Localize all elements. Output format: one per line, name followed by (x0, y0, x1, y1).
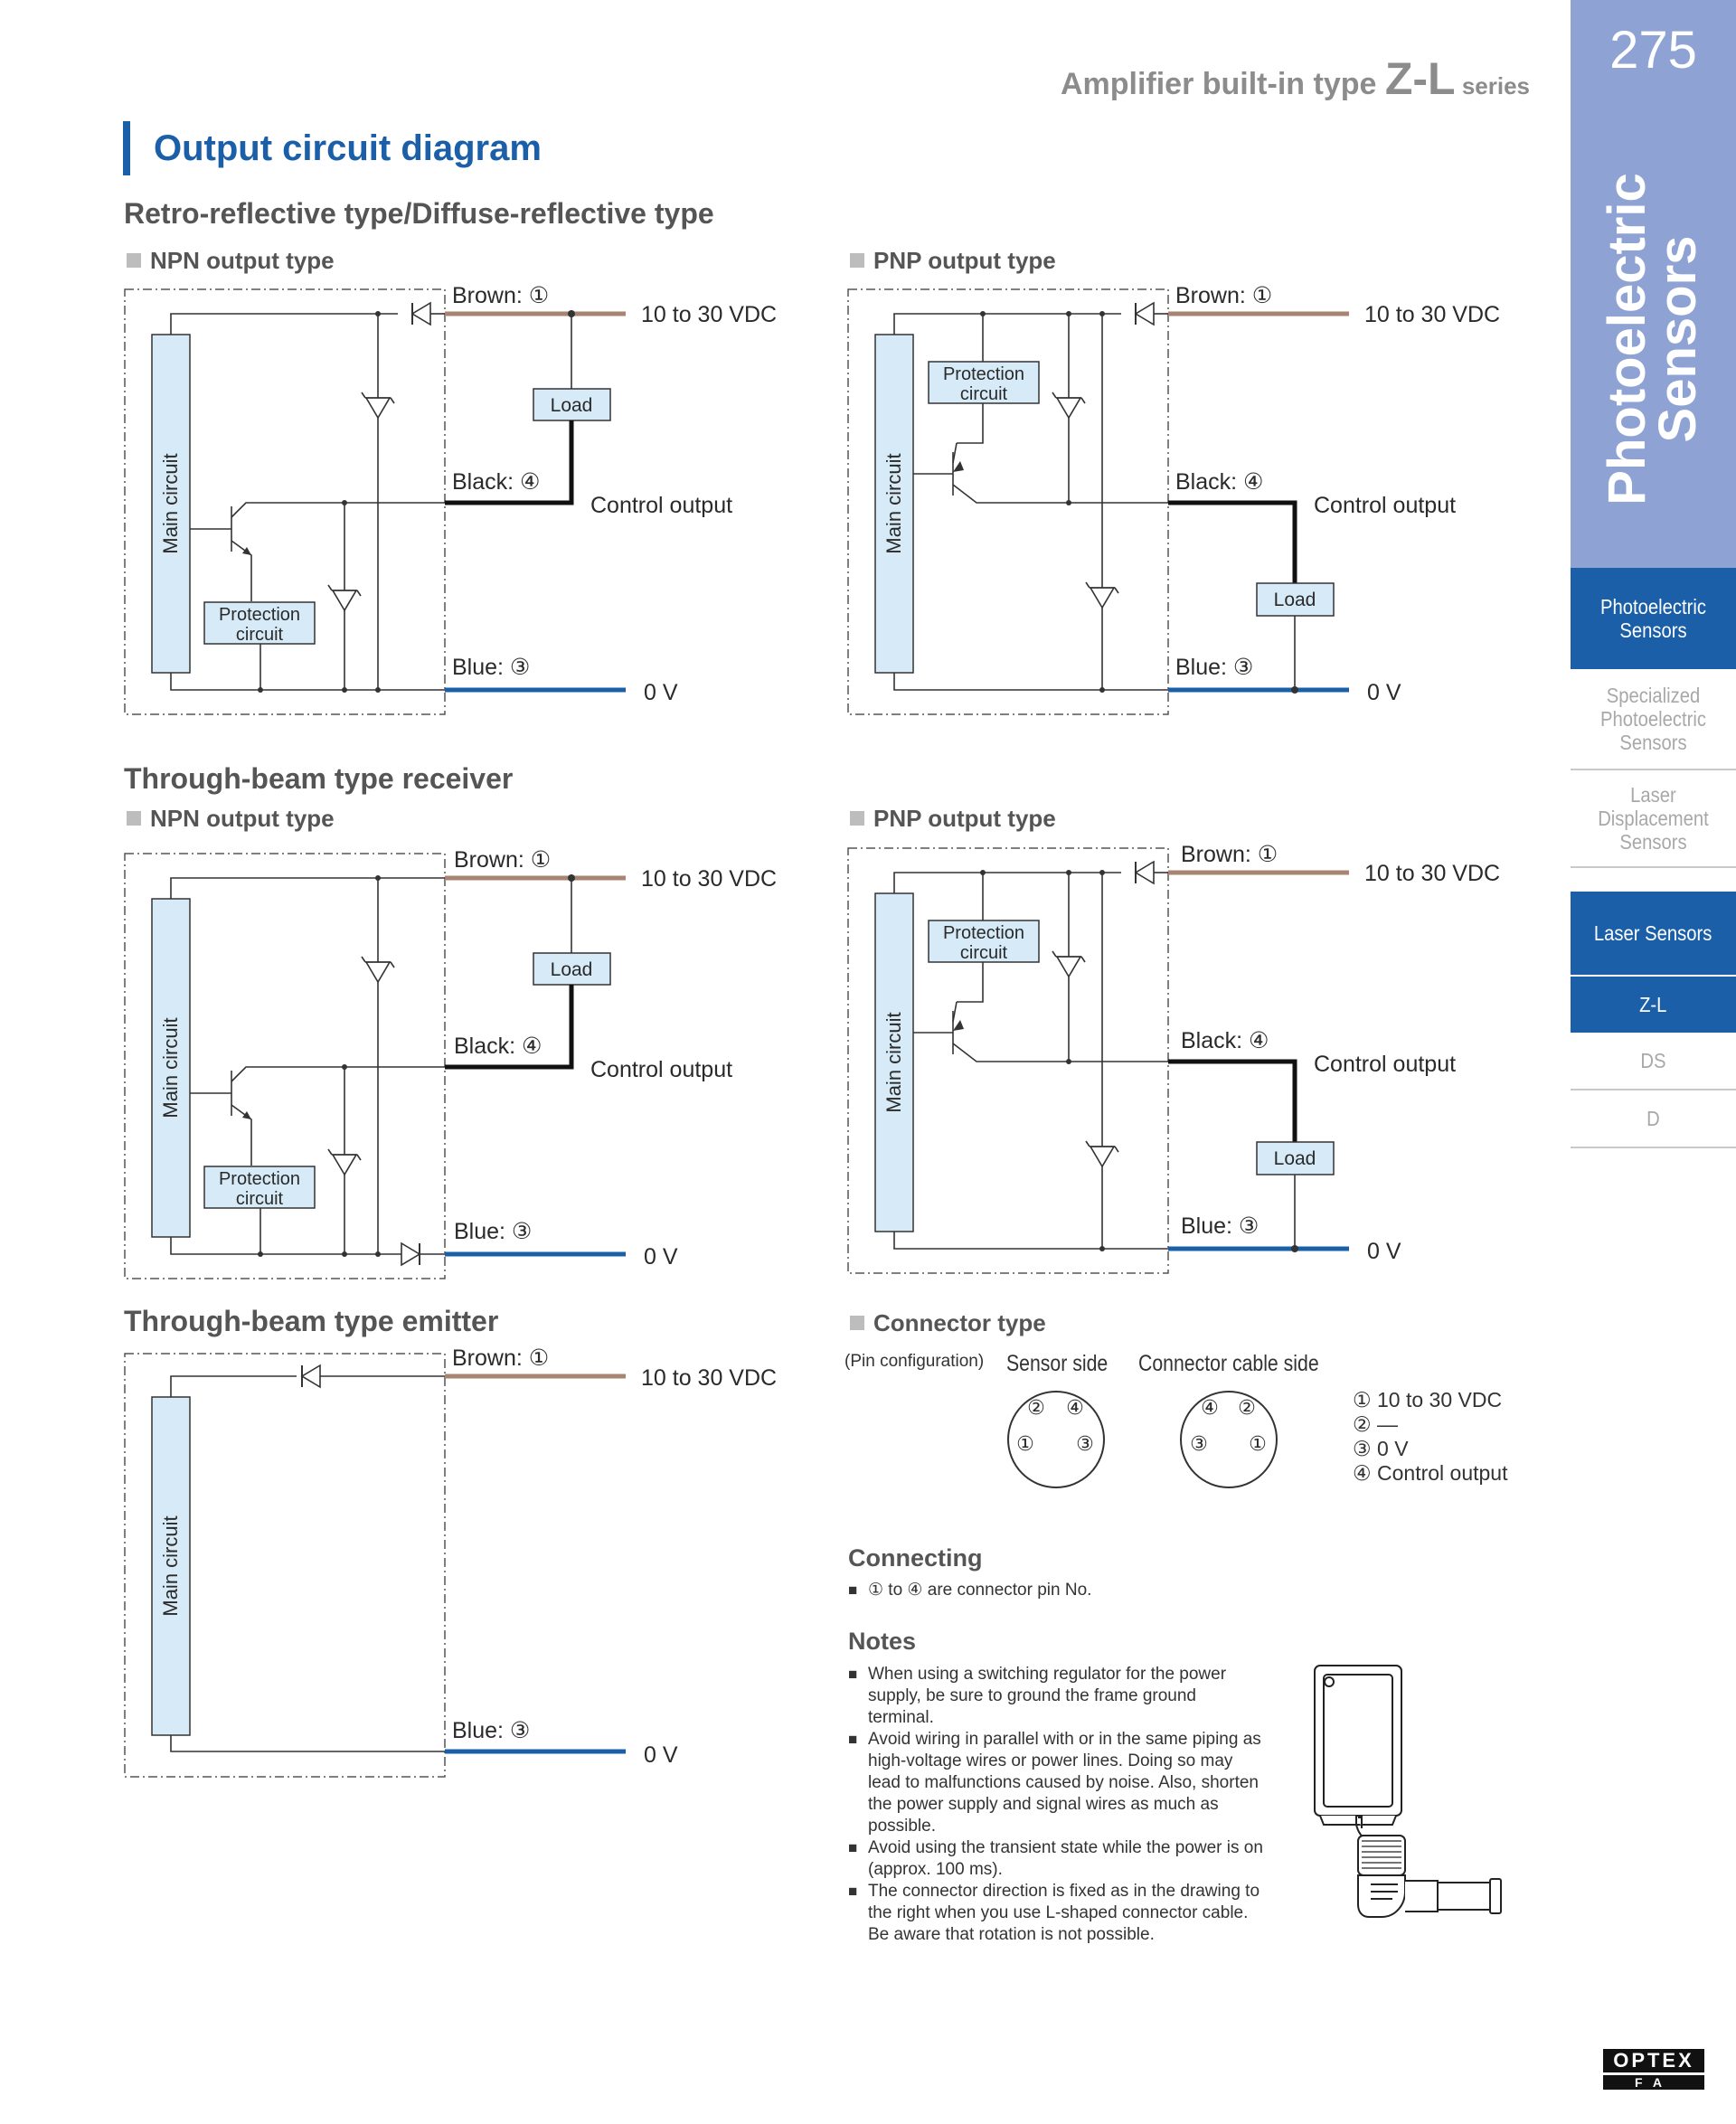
cable-side-connector-icon (1181, 1392, 1277, 1487)
svg-text:Load: Load (1273, 1148, 1316, 1169)
svg-text:Main circuit: Main circuit (882, 1012, 905, 1113)
connecting-title: Connecting (848, 1544, 983, 1572)
svg-text:Brown: ①: Brown: ① (452, 283, 550, 308)
svg-text:Main circuit: Main circuit (882, 453, 905, 554)
page-number: 275 (1609, 21, 1697, 80)
svg-text:Main circuit: Main circuit (159, 1017, 182, 1119)
svg-text:Black: ④: Black: ④ (1175, 469, 1264, 495)
title-npn-retro: NPN output type (127, 247, 335, 275)
svg-text:Blue: ③: Blue: ③ (1181, 1213, 1260, 1239)
emitter-diagram (0, 0, 832, 1808)
svg-text:Load: Load (550, 959, 593, 980)
pin-legend-item: ① 10 to 30 VDC (1353, 1388, 1503, 1411)
sidebar-category-title: Photoelectric Sensors (1598, 173, 1707, 505)
svg-text:0 V: 0 V (644, 1244, 678, 1270)
sensor-side-connector-icon (1008, 1392, 1104, 1487)
svg-text:Brown: ①: Brown: ① (452, 1345, 550, 1371)
svg-text:Blue: ③: Blue: ③ (1175, 655, 1254, 680)
title-pnp-receiver: PNP output type (850, 805, 1056, 833)
l-shaped-connector-sensor-icon (1315, 1666, 1501, 1917)
connecting-list (848, 1580, 1391, 1601)
svg-text:Brown: ①: Brown: ① (1181, 842, 1278, 867)
connector-pin-diagram (995, 1388, 1338, 1496)
svg-text:④: ④ (1066, 1396, 1084, 1419)
pin-legend-item: ② — (1353, 1412, 1399, 1436)
subtitle-receiver: Through-beam type receiver (124, 762, 514, 795)
sidebar-item-laser-sensors[interactable]: Laser Sensors (1571, 892, 1736, 975)
logo-top: OPTEX (1603, 2049, 1704, 2072)
sidebar-item-z-l[interactable]: Z-L (1571, 977, 1736, 1033)
svg-text:Protection: Protection (942, 923, 1025, 943)
svg-text:Blue: ③: Blue: ③ (454, 1219, 533, 1244)
note-item: ■ When using a switching regulator for the power supply, be sure to ground the frame ground terminal. (848, 1664, 1264, 1729)
svg-text:③: ③ (1190, 1432, 1208, 1455)
svg-text:Protection: Protection (218, 605, 301, 625)
connecting-item: ■ ① to ④ are connector pin No. (848, 1580, 1391, 1601)
svg-text:10 to 30 VDC: 10 to 30 VDC (1364, 861, 1501, 886)
svg-text:0 V: 0 V (1367, 1239, 1401, 1264)
subtitle-retro: Retro-reflective type/Diffuse-reflective type (124, 197, 714, 230)
svg-text:②: ② (1027, 1396, 1045, 1419)
optex-fa-logo (1603, 2049, 1704, 2090)
note-item: ■ Avoid wiring in parallel with or in the same piping as high-voltage wires or power lines. Doing so may lead to malfunctions caused by noise. Also, shorten the power supply and signal wires as much as possible. (848, 1729, 1264, 1837)
svg-text:Main circuit: Main circuit (159, 453, 182, 554)
svg-text:Load: Load (550, 395, 593, 416)
svg-text:10 to 30 VDC: 10 to 30 VDC (641, 302, 778, 327)
title-npn-receiver: NPN output type (127, 805, 335, 833)
svg-text:10 to 30 VDC: 10 to 30 VDC (1364, 302, 1501, 327)
pin-config-label: (Pin configuration) (844, 1352, 985, 1371)
svg-text:Control output: Control output (590, 493, 733, 518)
svg-text:①: ① (1016, 1432, 1034, 1455)
sensor-side-label: Sensor side (1006, 1351, 1109, 1376)
sensor-product-drawing (1302, 1655, 1528, 1917)
svg-text:②: ② (1238, 1396, 1256, 1419)
notes-title: Notes (848, 1628, 917, 1655)
svg-text:10 to 30 VDC: 10 to 30 VDC (641, 866, 778, 892)
svg-text:0 V: 0 V (1367, 680, 1401, 705)
svg-text:Brown: ①: Brown: ① (454, 847, 552, 873)
sidebar-item-d[interactable]: D (1646, 1107, 1660, 1130)
cable-side-label: Connector cable side (1138, 1351, 1319, 1376)
svg-text:Blue: ③: Blue: ③ (452, 655, 531, 680)
sidebar-item-photoelectric-sensors[interactable]: Photoelectric Sensors (1571, 568, 1736, 669)
sidebar-item-laser-displacement-sensors[interactable]: Laser Displacement Sensors (1598, 783, 1709, 854)
pin-legend (1353, 1388, 1508, 1486)
svg-text:Black: ④: Black: ④ (454, 1034, 542, 1059)
sidebar-item-specialized-photoelectric-sensors[interactable]: Specialized Photoelectric Sensors (1599, 684, 1707, 754)
series-suffix: series (1455, 72, 1530, 99)
diode-icon (1136, 303, 1154, 325)
svg-text:circuit: circuit (959, 943, 1008, 963)
svg-text:0 V: 0 V (644, 1742, 678, 1768)
svg-text:①: ① (1249, 1432, 1267, 1455)
series-model: Z-L (1384, 53, 1456, 104)
subtitle-emitter: Through-beam type emitter (124, 1305, 499, 1337)
note-item: ■ The connector direction is fixed as in the drawing to the right when you use L-shaped connector cable. Be aware that rotation is not possible. (848, 1881, 1264, 1946)
svg-text:Black: ④: Black: ④ (1181, 1028, 1269, 1053)
svg-text:Load: Load (1273, 590, 1316, 610)
title-connector: Connector type (850, 1309, 1046, 1337)
series-prefix: Amplifier built-in type (1060, 67, 1385, 101)
pin-legend-item: ④ Control output (1353, 1461, 1508, 1485)
svg-text:0 V: 0 V (644, 680, 678, 705)
section-title: Output circuit diagram (154, 128, 542, 168)
title-pnp-retro: PNP output type (850, 247, 1056, 275)
svg-text:circuit: circuit (959, 384, 1008, 404)
svg-text:Brown: ①: Brown: ① (1175, 283, 1273, 308)
sidebar-divider (1571, 1147, 1736, 1148)
svg-text:10 to 30 VDC: 10 to 30 VDC (641, 1365, 778, 1391)
sidebar-item-ds[interactable]: DS (1640, 1049, 1666, 1072)
svg-text:Blue: ③: Blue: ③ (452, 1718, 531, 1743)
svg-text:③: ③ (1076, 1432, 1094, 1455)
bullet-square-icon (850, 1316, 864, 1330)
svg-text:Control output: Control output (1314, 493, 1457, 518)
svg-text:circuit: circuit (235, 625, 284, 645)
sidebar-divider (1571, 866, 1736, 868)
svg-text:Protection: Protection (218, 1169, 301, 1189)
pin-legend-item: ③ 0 V (1353, 1437, 1409, 1460)
svg-text:circuit: circuit (235, 1189, 284, 1209)
diode-icon (1136, 862, 1154, 883)
svg-text:Protection: Protection (942, 364, 1025, 384)
notes-list (848, 1664, 1264, 1946)
svg-text:Control output: Control output (1314, 1052, 1457, 1077)
svg-text:Control output: Control output (590, 1057, 733, 1082)
svg-text:Black: ④: Black: ④ (452, 469, 541, 495)
note-item: ■ Avoid using the transient state while the power is on (approx. 100 ms). (848, 1837, 1264, 1881)
svg-text:④: ④ (1201, 1396, 1219, 1419)
diode-icon (302, 1365, 320, 1387)
logo-bottom: FA (1603, 2075, 1704, 2090)
svg-text:Main circuit: Main circuit (159, 1515, 182, 1617)
